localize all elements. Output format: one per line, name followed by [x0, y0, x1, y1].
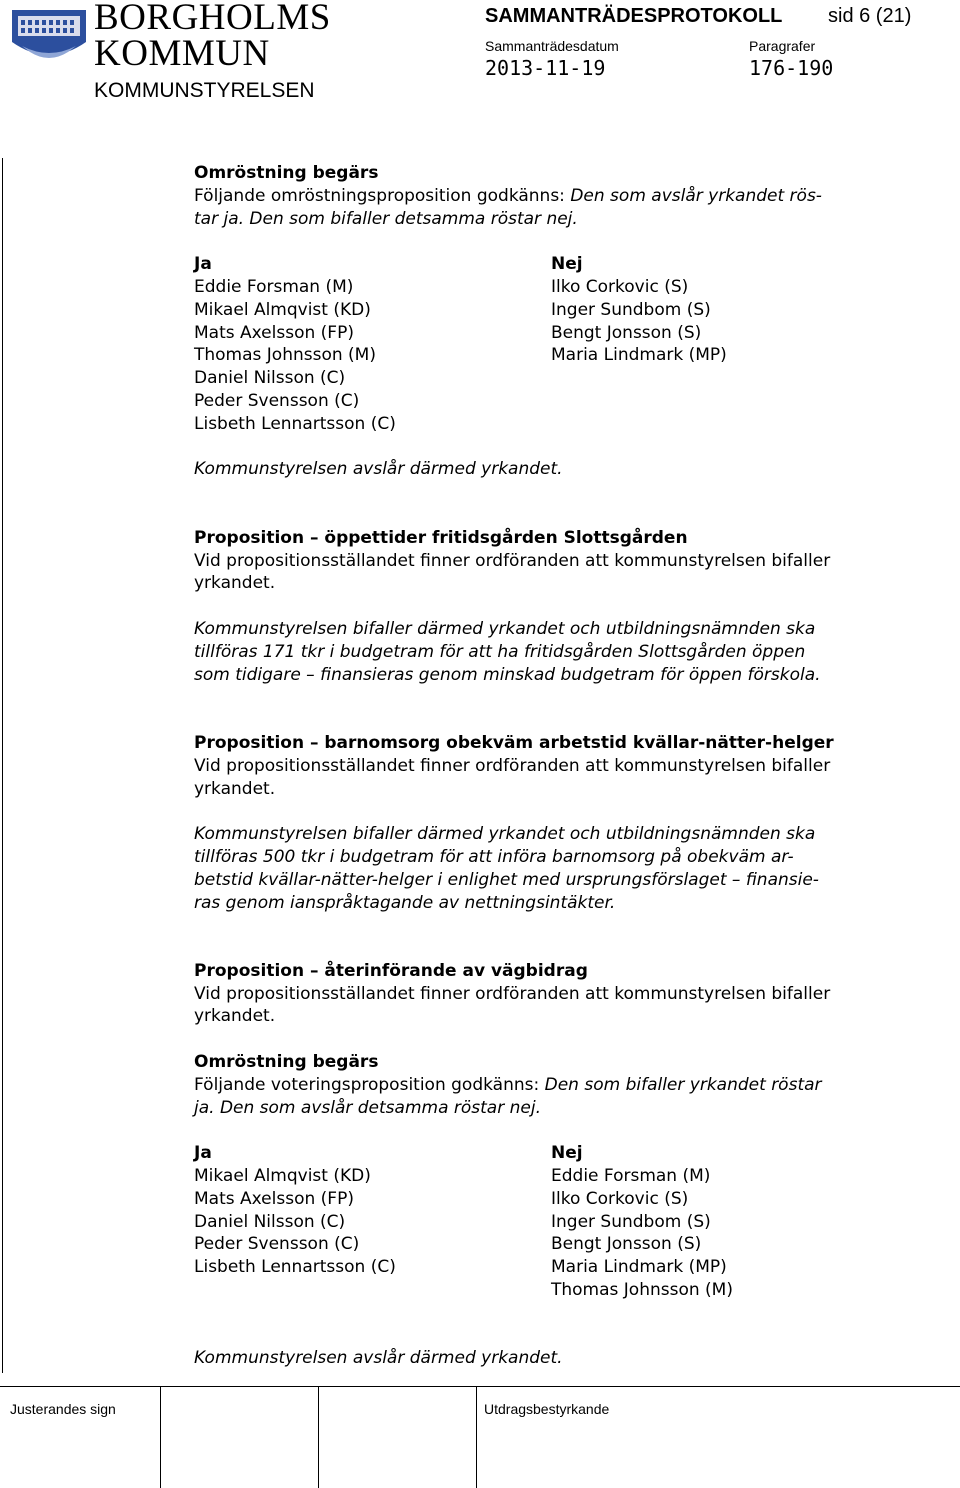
prop1-decision-line2: tillföras 171 tkr i budgetram för att ha fritidsgården Slottsgården öppen: [194, 641, 806, 662]
vote-name: Lisbeth Lennartsson (C): [194, 1257, 396, 1278]
vote2-table: [194, 1142, 914, 1302]
vote-name: Maria Lindmark (MP): [551, 1257, 727, 1278]
vote-name: Eddie Forsman (M): [551, 1166, 711, 1187]
vote-name: Lisbeth Lennartsson (C): [194, 413, 396, 434]
vote2-nej-label: Nej: [551, 1143, 583, 1164]
vote1-ja-label: Ja: [194, 254, 212, 275]
vote-name: Thomas Johnsson (M): [194, 345, 376, 366]
prop2-text: Vid propositionsställandet finner ordföranden att kommunstyrelsen bifaller: [194, 755, 831, 776]
vote2-intro-cont: ja. Den som avslår detsamma röstar nej.: [194, 1097, 541, 1118]
prop3-heading: Proposition – återinförande av vägbidrag: [194, 960, 588, 981]
vote1-result: Kommunstyrelsen avslår därmed yrkandet.: [194, 459, 563, 480]
sign-label: Justerandes sign: [10, 1401, 116, 1417]
vote2-ja-column: [194, 1142, 551, 1302]
vote1-intro: [194, 185, 914, 208]
prop2-text-cont: yrkandet.: [194, 778, 276, 799]
vote-name: Ilko Corkovic (S): [551, 1188, 689, 1209]
vote-name: Ilko Corkovic (S): [551, 276, 689, 297]
vote-name: Maria Lindmark (MP): [551, 345, 727, 366]
vote1-table: [194, 253, 914, 435]
vote2-ja-label: Ja: [194, 1143, 212, 1164]
document-title: SAMMANTRÄDESPROTOKOLL: [485, 5, 783, 27]
vote-name: Mikael Almqvist (KD): [194, 1166, 371, 1187]
vote1-nej-column: [551, 253, 891, 435]
vote-name: Bengt Jonsson (S): [551, 322, 702, 343]
prop2-decision-line4: ras genom ianspråktagande av nettningsintäkter.: [194, 892, 616, 913]
prop2-decision-line2: tillföras 500 tkr i budgetram för att införa barnomsorg på obekväm ar-: [194, 846, 794, 867]
vote-name: Daniel Nilsson (C): [194, 1211, 346, 1232]
vote1-heading: Omröstning begärs: [194, 163, 379, 183]
vote2-intro: [194, 1074, 914, 1097]
extract-label: Utdragsbestyrkande: [484, 1401, 610, 1417]
page-number: sid 6 (21): [828, 5, 912, 27]
prop3-text-cont: yrkandet.: [194, 1006, 276, 1027]
prop2-heading: Proposition – barnomsorg obekväm arbetstid kvällar-nätter-helger: [194, 732, 834, 753]
prop1-decision: Kommunstyrelsen bifaller därmed yrkandet och utbildningsnämnden ska: [194, 618, 816, 639]
vote2-nej-column: [551, 1142, 891, 1302]
vote-name: Thomas Johnsson (M): [551, 1280, 733, 1301]
sign-box: [318, 1387, 319, 1488]
vote1-intro-plain: Följande omröstningsproposition godkänns:: [194, 185, 571, 206]
org-name-line1: BORGHOLMS: [94, 0, 331, 38]
vote1-ja-column: [194, 253, 551, 435]
meeting-date-value: 2013-11-19: [485, 56, 606, 80]
paragraphs-value: 176-190: [749, 56, 834, 80]
signature-footer: [0, 1386, 960, 1488]
vote-name: Inger Sundbom (S): [551, 299, 711, 320]
org-name-line2: KOMMUN: [94, 33, 270, 74]
org-unit: KOMMUNSTYRELSEN: [94, 79, 315, 102]
prop1-heading: Proposition – öppettider fritidsgården Slottsgården: [194, 527, 688, 548]
vote-name: Bengt Jonsson (S): [551, 1234, 702, 1255]
vote-name: Inger Sundbom (S): [551, 1211, 711, 1232]
margin-rule: [2, 158, 3, 1373]
prop1-decision-line3: som tidigare – finansieras genom minskad budgetram för öppen förskola.: [194, 664, 821, 685]
municipality-logo: [8, 2, 90, 72]
prop3-text: Vid propositionsställandet finner ordföranden att kommunstyrelsen bifaller: [194, 983, 831, 1004]
vote-name: Peder Svensson (C): [194, 1234, 360, 1255]
paragraphs-label: Paragrafer: [749, 38, 816, 54]
vote2-intro-italic: Den som bifaller yrkandet röstar: [544, 1074, 822, 1095]
vote-name: Mats Axelsson (FP): [194, 1188, 354, 1209]
prop2-decision-line3: betstid kvällar-nätter-helger i enlighet med ursprungsförslaget – finansie-: [194, 869, 819, 890]
prop1-text: Vid propositionsställandet finner ordföranden att kommunstyrelsen bifaller: [194, 550, 831, 571]
sign-box: [476, 1387, 477, 1488]
prop1-text-cont: yrkandet.: [194, 573, 276, 594]
vote1-nej-label: Nej: [551, 254, 583, 275]
vote2-result: Kommunstyrelsen avslår därmed yrkandet.: [194, 1348, 563, 1369]
meeting-date-label: Sammanträdesdatum: [485, 38, 619, 54]
prop2-decision: Kommunstyrelsen bifaller därmed yrkandet och utbildningsnämnden ska: [194, 824, 816, 845]
vote-name: Mikael Almqvist (KD): [194, 299, 371, 320]
vote-name: Eddie Forsman (M): [194, 276, 354, 297]
vote2-intro-plain: Följande voteringsproposition godkänns:: [194, 1074, 545, 1095]
vote2-heading: Omröstning begärs: [194, 1052, 379, 1073]
sign-box: [160, 1387, 161, 1488]
vote1-intro-cont: tar ja. Den som bifaller detsamma röstar nej.: [194, 208, 578, 229]
vote-name: Daniel Nilsson (C): [194, 368, 346, 389]
vote-name: Peder Svensson (C): [194, 390, 360, 411]
vote1-intro-italic: Den som avslår yrkandet rös-: [570, 185, 822, 206]
protocol-body: [194, 162, 914, 1370]
vote-name: Mats Axelsson (FP): [194, 322, 354, 343]
